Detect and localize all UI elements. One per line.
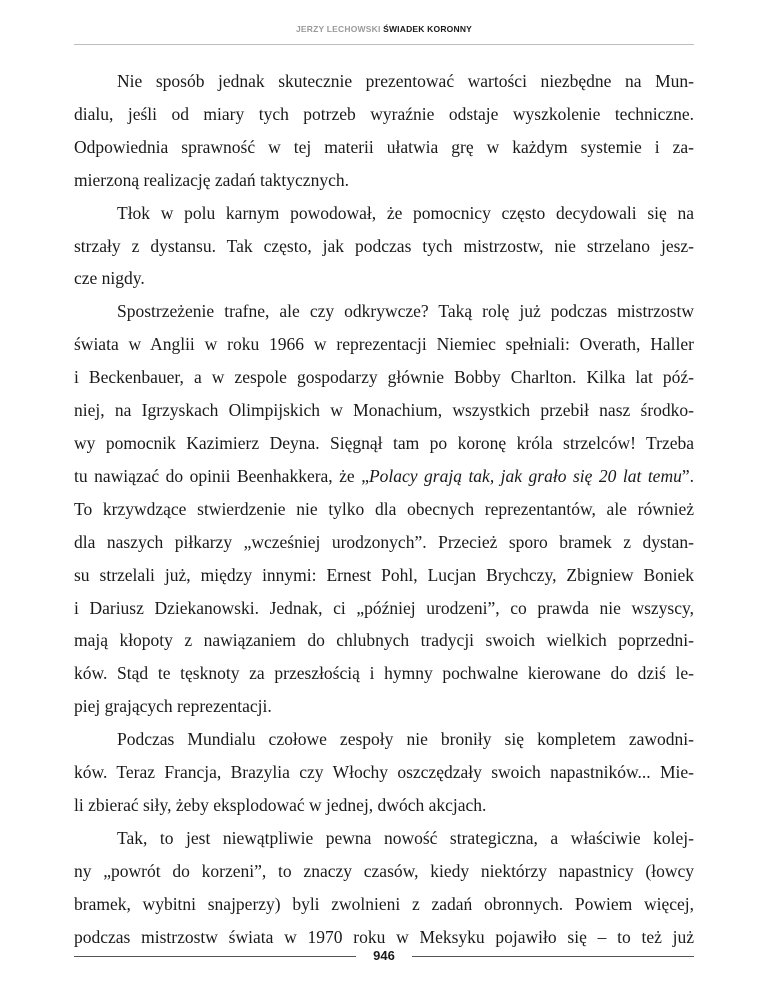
text-line: strzały z dystansu. Tak często, jak podczas tych mistrzostw, nie strzelano jesz- [74, 235, 694, 256]
text-line: ków. Teraz Francja, Brazylia czy Włochy oszczędzały swoich napastników... Mie- [74, 762, 694, 783]
text-line: świata w Anglii w roku 1966 w reprezentacji Niemiec spełniali: Overath, Haller [74, 334, 694, 355]
text-line: i Beckenbauer, a w zespole gospodarzy głównie Bobby Charlton. Kilka lat póź- [74, 367, 694, 388]
text-line: wy pomocnik Kazimierz Deyna. Sięgnął tam po koronę króla strzelców! Trzeba [74, 432, 694, 453]
quote-close: ”. [681, 465, 694, 486]
text-line: podczas mistrzostw świata w 1970 roku w Meksyku pojawiło się – to też już [74, 926, 694, 947]
text-line: Tłok w polu karnym powodował, że pomocnicy często decydowali się na [117, 202, 694, 223]
text-line: Spostrzeżenie trafne, ale czy odkrywcze? Taką rolę już podczas mistrzostw [117, 301, 694, 322]
paragraph-4 [74, 723, 694, 822]
text-line: li zbierać siły, żeby eksplodować w jednej, dwóch akcjach. [74, 794, 487, 815]
paragraph-3 [74, 295, 694, 723]
text-line: su strzelali już, między innymi: Ernest Pohl, Lucjan Brychczy, Zbigniew Boniek [74, 564, 694, 585]
running-header [0, 24, 768, 34]
text-line: mają kłopoty z nawiązaniem do chlubnych tradycji swoich wielkich poprzedni- [74, 630, 694, 651]
text-line: To krzywdzące stwierdzenie nie tylko dla obecnych reprezentantów, ale również [74, 498, 694, 519]
text-line: Nie sposób jednak skutecznie prezentować wartości niezbędne na Mun- [117, 71, 694, 91]
paragraph-5 [74, 822, 694, 954]
text-line: piej grających reprezentacji. [74, 696, 272, 717]
beenhakker-quote: Polacy grają tak, jak grało się 20 lat temu [368, 465, 682, 486]
text-line: dla naszych piłkarzy „wcześniej urodzonych”. Przecież sporo bramek z dystan- [74, 531, 694, 552]
page-footer [74, 946, 694, 966]
text-line: ny „powrót do korzeni”, to znaczy czasów, kiedy niektórzy napastnicy (łowcy [74, 860, 694, 881]
text-line: dialu, jeśli od miary tych potrzeb wyraźnie odstaje wyszkolenie techniczne. [74, 103, 694, 124]
text-line: bramek, wybitni snajperzy) byli zwolnieni z zadań obronnych. Powiem więcej, [74, 893, 694, 914]
header-author: JERZY LECHOWSKI [295, 24, 381, 34]
text-line: Tak, to jest niewątpliwie pewna nowość strategiczna, a właściwie kolej- [117, 827, 694, 848]
paragraph-1 [74, 65, 694, 197]
text-line: cze nigdy. [74, 268, 145, 289]
header-rule [74, 44, 694, 45]
text-line [74, 460, 694, 493]
text-line: i Dariusz Dziekanowski. Jednak, ci „później urodzeni”, co prawda nie wszyscy, [74, 597, 694, 618]
text-line: niej, na Igrzyskach Olimpijskich w Monachium, wszystkich przebił nasz środko- [74, 400, 694, 421]
text-line: Podczas Mundialu czołowe zespoły nie broniły się kompletem zawodni- [117, 729, 694, 750]
page-number: 946 [373, 948, 395, 963]
body-text [74, 65, 694, 953]
text-line: mierzoną realizację zadań taktycznych. [74, 169, 349, 190]
text-line: ków. Stąd te tęsknoty za przeszłością i hymny pochwalne kierowane do dziś le- [74, 663, 694, 684]
quote-intro: tu nawiązać do opinii Beenhakkera, że „ [74, 465, 369, 486]
header-title: ŚWIADEK KORONNY [383, 24, 473, 34]
text-line: Odpowiednia sprawność w tej materii ułatwia grę w każdym systemie i za- [74, 136, 694, 157]
paragraph-2 [74, 197, 694, 296]
footer-rule-right [412, 956, 694, 957]
